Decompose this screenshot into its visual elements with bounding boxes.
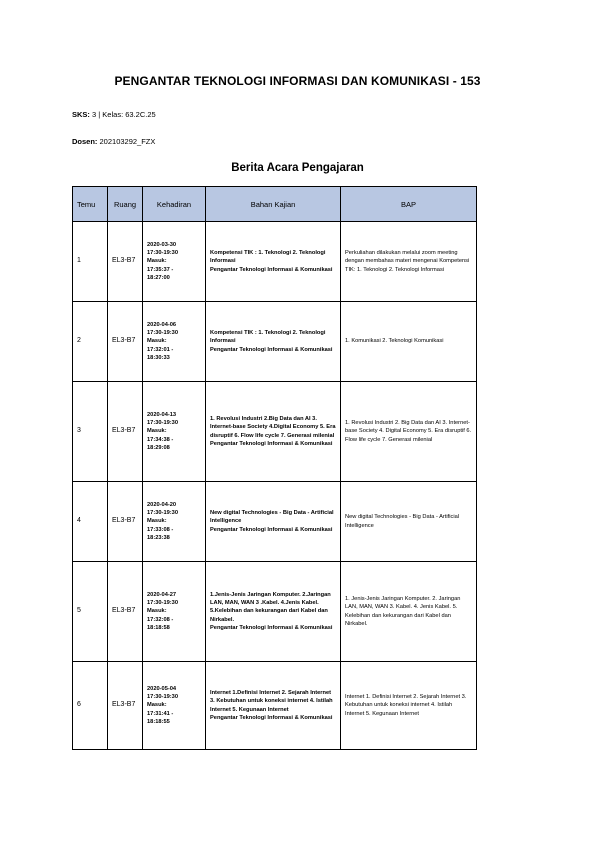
bahan-kajian-course: Pengantar Teknologi Informasi & Komunikasi — [210, 526, 333, 533]
kehadiran-date: 2020-03-30 — [147, 241, 177, 248]
kehadiran-date: 2020-04-06 — [147, 321, 177, 328]
kehadiran-cell — [143, 562, 206, 662]
bahan-kajian-cell — [206, 302, 341, 382]
ruang-cell: EL3-B7 — [108, 302, 143, 382]
bahan-kajian-course: Pengantar Teknologi Informasi & Komunikasi — [210, 714, 333, 721]
kehadiran-masuk-label: Masuk: — [147, 702, 167, 709]
bahan-kajian-course: Pengantar Teknologi Informasi & Komunikasi — [210, 346, 333, 353]
table-header-row — [73, 187, 477, 222]
header-bap: BAP — [341, 187, 477, 222]
header-ruang: Ruang — [108, 187, 143, 222]
ruang-cell: EL3-B7 — [108, 382, 143, 482]
kehadiran-in-time: 17:33:08 - — [147, 526, 174, 533]
kehadiran-date: 2020-04-20 — [147, 501, 177, 508]
temu-cell: 2 — [73, 302, 108, 382]
bahan-kajian-topic: 1. Revolusi Industri 2.Big Data dan AI 3. Internet-base Society 4.Digital Economy 5. Era disruptif 6. Flow life cycle 7. Generasi milenial — [210, 415, 336, 439]
bahan-kajian-topic: 1.Jenis-Jenis Jaringan Komputer. 2.Jaringan LAN, MAN, WAN 3 .Kabel. 4.Jenis Kabel. 5.Kelebihan dan kekurangan dari Kabel dan Nirkabel. — [210, 591, 331, 623]
kehadiran-cell — [143, 302, 206, 382]
kehadiran-out-time: 18:18:58 — [147, 624, 170, 631]
temu-cell: 1 — [73, 222, 108, 302]
bahan-kajian-cell — [206, 382, 341, 482]
kehadiran-cell — [143, 662, 206, 750]
kehadiran-schedule: 17:30-19:30 — [147, 694, 178, 701]
bahan-kajian-topic: Internet 1.Definisi Internet 2. Sejarah Internet 3. Kebutuhan untuk koneksi internet 4. Istilah Internet 5. Kegunaan Internet — [210, 689, 333, 713]
kehadiran-masuk-label: Masuk: — [147, 518, 167, 525]
bahan-kajian-course: Pengantar Teknologi Informasi & Komunikasi — [210, 624, 333, 631]
table-row — [73, 662, 477, 750]
bahan-kajian-topic: Kompetensi TIK : 1. Teknologi 2. Teknologi Informasi — [210, 250, 326, 265]
kehadiran-date: 2020-04-13 — [147, 411, 177, 418]
bap-cell: Internet 1. Definisi Internet 2. Sejarah Internet 3. Kebutuhan untuk koneksi internet 4. Istilah Internet 5. Kegunaan Internet — [341, 662, 477, 750]
dosen-label: Dosen: — [72, 137, 98, 146]
bap-cell: New digital Technologies - Big Data - Artificial Intelligence — [341, 482, 477, 562]
ruang-cell: EL3-B7 — [108, 662, 143, 750]
kehadiran-cell — [143, 222, 206, 302]
kehadiran-schedule: 17:30-19:30 — [147, 510, 178, 517]
kehadiran-out-time: 18:18:55 — [147, 718, 170, 725]
kehadiran-cell — [143, 482, 206, 562]
bap-cell: 1. Komunikasi 2. Teknologi Komunikasi — [341, 302, 477, 382]
kehadiran-in-time: 17:31:41 - — [147, 710, 174, 717]
header-temu: Temu — [73, 187, 108, 222]
bahan-kajian-topic: Kompetensi TIK : 1. Teknologi 2. Teknologi Informasi — [210, 330, 326, 345]
table-title: Berita Acara Pengajaran — [231, 162, 364, 174]
kehadiran-date: 2020-04-27 — [147, 591, 177, 598]
kehadiran-in-time: 17:32:08 - — [147, 616, 174, 623]
temu-cell: 5 — [73, 562, 108, 662]
kehadiran-masuk-label: Masuk: — [147, 608, 167, 615]
temu-cell: 6 — [73, 662, 108, 750]
bahan-kajian-topic: New digital Technologies - Big Data - Artificial Intelligence — [210, 510, 334, 525]
bahan-kajian-course: Pengantar Teknologi Informasi & Komunikasi — [210, 266, 333, 273]
kehadiran-out-time: 18:27:00 — [147, 274, 170, 281]
ruang-cell: EL3-B7 — [108, 562, 143, 662]
table-row — [73, 222, 477, 302]
kehadiran-schedule: 17:30-19:30 — [147, 420, 178, 427]
kehadiran-out-time: 18:30:33 — [147, 354, 170, 361]
sks-label: SKS: — [72, 110, 90, 119]
ruang-cell: EL3-B7 — [108, 222, 143, 302]
kehadiran-schedule: 17:30-19:30 — [147, 600, 178, 607]
table-row — [73, 302, 477, 382]
dosen-line — [72, 137, 155, 146]
sks-line — [72, 110, 156, 119]
kehadiran-out-time: 18:23:38 — [147, 534, 170, 541]
kehadiran-date: 2020-05-04 — [147, 685, 177, 692]
kehadiran-masuk-label: Masuk: — [147, 258, 167, 265]
kehadiran-out-time: 18:29:08 — [147, 444, 170, 451]
bap-cell: 1. Revolusi Industri 2. Big Data dan AI 3. Internet-base Society 4. Digital Economy 5. Era disruptif 6. Flow life cycle 7. Generasi milenial — [341, 382, 477, 482]
kehadiran-masuk-label: Masuk: — [147, 338, 167, 345]
sks-value: 3 | Kelas: 63.2C.25 — [92, 110, 156, 119]
bap-cell: Perkuliahan dilakukan melalui zoom meeting dengan membahas materi mengenai Kompetensi TIK: 1. Teknologi 2. Teknologi Informasi — [341, 222, 477, 302]
bahan-kajian-course: Pengantar Teknologi Informasi & Komunikasi — [210, 440, 333, 447]
table-row — [73, 562, 477, 662]
kehadiran-in-time: 17:34:38 - — [147, 436, 174, 443]
temu-cell: 3 — [73, 382, 108, 482]
kehadiran-schedule: 17:30-19:30 — [147, 250, 178, 257]
kehadiran-masuk-label: Masuk: — [147, 428, 167, 435]
bap-table — [72, 186, 477, 750]
table-row — [73, 482, 477, 562]
kehadiran-cell — [143, 382, 206, 482]
kehadiran-in-time: 17:35:37 - — [147, 266, 174, 273]
bahan-kajian-cell — [206, 222, 341, 302]
table-row — [73, 382, 477, 482]
bahan-kajian-cell — [206, 662, 341, 750]
temu-cell: 4 — [73, 482, 108, 562]
kehadiran-in-time: 17:32:01 - — [147, 346, 174, 353]
document-title: PENGANTAR TEKNOLOGI INFORMASI DAN KOMUNIKASI - 153 — [114, 74, 481, 88]
dosen-value: 202103292_FZX — [99, 137, 156, 146]
bahan-kajian-cell — [206, 482, 341, 562]
ruang-cell: EL3-B7 — [108, 482, 143, 562]
header-bahan-kajian: Bahan Kajian — [206, 187, 341, 222]
bap-cell: 1. Jenis-Jenis Jaringan Komputer. 2. Jaringan LAN, MAN, WAN 3. Kabel. 4. Jenis Kabel. 5. Kelebihan dan kekurangan dari Kabel dan Nirkabel. — [341, 562, 477, 662]
kehadiran-schedule: 17:30-19:30 — [147, 330, 178, 337]
header-kehadiran: Kehadiran — [143, 187, 206, 222]
bahan-kajian-cell — [206, 562, 341, 662]
